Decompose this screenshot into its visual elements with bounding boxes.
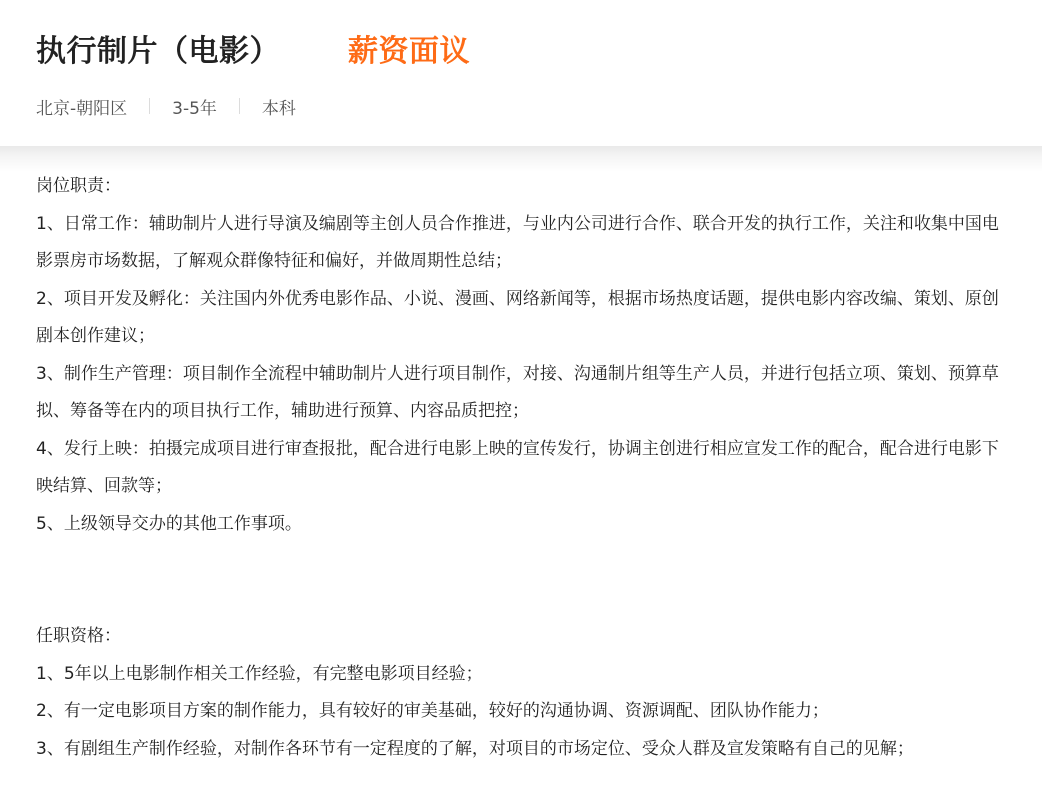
list-item: 2、项目开发及孵化：关注国内外优秀电影作品、小说、漫画、网络新闻等，根据市场热度话题，提供电影内容改编、策划、原创剧本创作建议；: [36, 288, 999, 346]
job-description: [36, 168, 1006, 768]
qualifications-section: [36, 618, 1006, 768]
qualifications-heading: 任职资格：: [36, 626, 121, 646]
meta-divider: [239, 98, 240, 114]
job-header: [0, 0, 1042, 146]
job-title: 执行制片（电影）: [36, 34, 280, 69]
experience-text: 3-5年: [172, 98, 217, 119]
education-text: 本科: [261, 98, 296, 119]
location-text: 北京-朝阳区: [36, 98, 128, 119]
list-item: 1、日常工作：辅助制片人进行导演及编剧等主创人员合作推进，与业内公司进行合作、联合开发的执行工作，关注和收集中国电影票房市场数据，了解观众群像特征和偏好，并做周期性总结；: [36, 213, 999, 271]
list-item: 2、有一定电影项目方案的制作能力，具有较好的审美基础，较好的沟通协调、资源调配、团队协作能力；: [36, 701, 829, 721]
list-item: 4、发行上映：拍摄完成项目进行审查报批，配合进行电影上映的宣传发行，协调主创进行相应宣发工作的配合，配合进行电影下映结算、回款等；: [36, 438, 999, 496]
responsibilities-heading: 岗位职责：: [36, 176, 121, 196]
meta-divider: [149, 98, 150, 114]
list-item: 3、有剧组生产制作经验，对制作各环节有一定程度的了解，对项目的市场定位、受众人群及宣发策略有自己的见解；: [36, 738, 914, 759]
list-item: 3、制作生产管理：项目制作全流程中辅助制片人进行项目制作，对接、沟通制片组等生产人员，并进行包括立项、策划、预算草拟、筹备等在内的项目执行工作，辅助进行预算、内容品质把控；: [36, 363, 999, 421]
list-item: 1、5年以上电影制作相关工作经验，有完整电影项目经验；: [36, 663, 483, 684]
salary-label: 薪资面议: [348, 34, 470, 69]
list-item: 5、上级领导交办的其他工作事项。: [36, 513, 302, 534]
title-row: [36, 26, 470, 70]
responsibilities-section: [36, 168, 1006, 543]
section-spacer: [36, 543, 1006, 618]
job-meta: [36, 94, 296, 118]
